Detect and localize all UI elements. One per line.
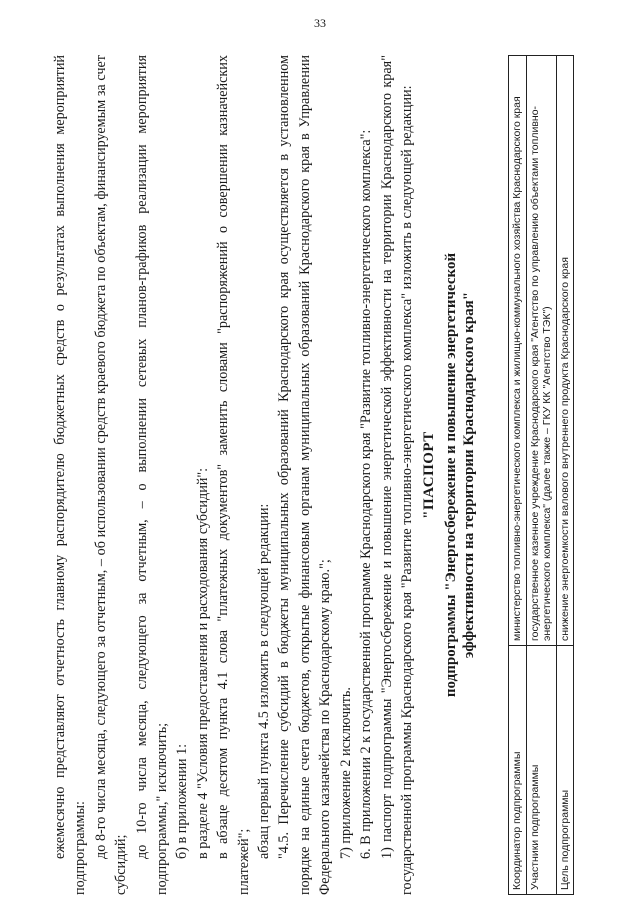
row-value: государственное казенное учреждение Краснодарского края "Агентство по управлению объектами топливно-энергетического комплекса" (далее также – ГКУ КК "Агентство ТЭК")	[526, 56, 556, 646]
paragraph: до 8-го числа месяца, следующего за отчетным, – об использовании средств краевого бюджета по объектам, финансируемым за счет субсидий;	[92, 55, 130, 895]
paragraph: 7) приложение 2 исключить.	[337, 687, 354, 859]
body-text	[50, 55, 417, 895]
passport-title: "ПАСПОРТ	[421, 431, 437, 519]
row-value: министерство топливно-энергетического комплекса и жилищно-коммунального хозяйства Краснодарского края	[509, 56, 527, 646]
paragraph: до 10-го числа месяца, следующего за отчетным, – о выполнении сетевых планов-графиков реализации мероприятия подпрограммы," исключить;	[133, 55, 171, 895]
page-number: 33	[314, 16, 326, 30]
row-label: Участники подпрограммы	[526, 646, 556, 895]
paragraph: 6. В приложении 2 к государственной программе Краснодарского края "Развитие топливно-энергетического комплекса":	[358, 129, 375, 859]
paragraph: в абзаце десятом пункта 4.1 слова "платежных документов" заменить словами "распоряжений о совершении казначейских платежей";	[215, 55, 252, 895]
rotated-page-content	[50, 55, 610, 895]
paragraph: абзац первый пункта 4.5 изложить в следующей редакции:	[256, 503, 273, 859]
paragraph: в разделе 4 "Условия предоставления и расходования субсидий":	[194, 467, 211, 859]
paragraph: 1) паспорт подпрограммы "Энергосбережение и повышение энергетической эффективности на территории Краснодарского края" государственной программы Краснодарского края "Развитие топливно-энергетического комплекса" изложить в следующей редакции:	[378, 55, 415, 895]
passport-table	[508, 55, 574, 895]
row-value: снижение энергоемкости валового внутреннего продукта Краснодарского края	[556, 56, 574, 646]
passport-subtitle-line2: эффективности на территории Краснодарского края"	[461, 291, 477, 659]
table-row	[556, 56, 574, 895]
row-label: Координатор подпрограммы	[509, 646, 527, 895]
row-label: Цель подпрограммы	[556, 646, 574, 895]
paragraph: ежемесячно представляют отчетность главному распорядителю бюджетных средств о результатах выполнения мероприятий подпрограммы:	[52, 55, 89, 895]
paragraph: "4.5. Перечисление субсидий в бюджеты муниципальных образований Краснодарского края осуществляется в установленном порядке на единые счета бюджетов, открытые финансовым органам муниципальных образований Краснодарского края в Управлении Федерального казначейства по Краснодарскому краю.";	[276, 55, 334, 895]
table-row	[526, 56, 556, 895]
passport-subtitle-line1: подпрограммы "Энергосбережение и повышение энергетической	[443, 252, 459, 698]
table-row	[509, 56, 527, 895]
paragraph: б) в приложении 1:	[174, 743, 191, 859]
